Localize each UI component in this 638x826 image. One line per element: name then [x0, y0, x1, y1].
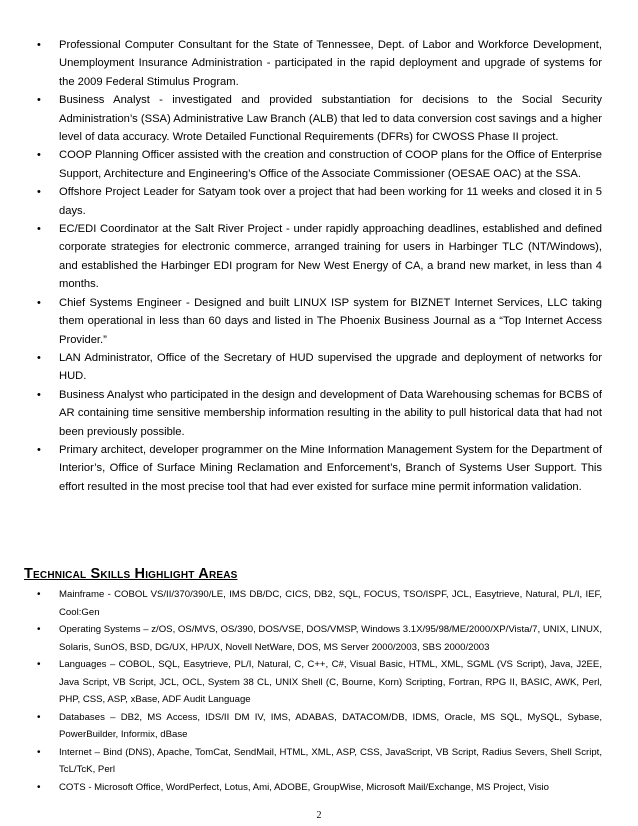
experience-text: COOP Planning Officer assisted with the creation and construction of COOP plans for the Office of Enterprise Support, Architecture and Engineering’s Office of the Associate Commissioner (OESAE OAC) at the SSA.	[59, 149, 602, 180]
experience-item	[37, 36, 602, 91]
skill-text: Operating Systems – z/OS, OS/MVS, OS/390, DOS/VSE, DOS/VMSP, Windows 3.1X/95/98/ME/2000/XP/Vista/7, UNIX, LINUX, Solaris, SunOS, BSD, DG/UX, HP/UX, Novell NetWare, DOS, MS Server 2000/2003, SBS 2000/2003	[59, 624, 602, 653]
experience-item	[37, 183, 602, 220]
page-number: 2	[316, 810, 322, 821]
bullet-icon: •	[37, 659, 41, 670]
experience-text: Offshore Project Leader for Satyam took over a project that had been working for 11 weeks and closed it in 5 days.	[59, 186, 602, 217]
skill-text: COTS - Microsoft Office, WordPerfect, Lotus, Ami, ADOBE, GroupWise, Microsoft Mail/Exchange, MS Project, Visio	[59, 781, 549, 793]
skill-item-operating-systems	[37, 621, 602, 656]
bullet-icon: •	[37, 223, 41, 236]
bullet-icon: •	[37, 296, 41, 309]
bullet-icon: •	[37, 39, 41, 51]
experience-item	[37, 220, 602, 294]
experience-text: EC/EDI Coordinator at the Salt River Project - under rapidly approaching deadlines, established and defined corporate strategies for electronic commerce, arranged training for users in Harbinger TLC (NT/Windows), and established the Harbinger EDI program for New West Energy of CA, a brand new market, in less than 4 months.	[59, 223, 602, 291]
bullet-icon: •	[37, 589, 41, 600]
bullet-icon: •	[37, 186, 41, 199]
experience-list	[37, 36, 602, 496]
experience-text: LAN Administrator, Office of the Secretary of HUD supervised the upgrade and deployment of networks for HUD.	[59, 351, 602, 383]
skill-item-mainframe	[37, 586, 602, 621]
bullet-icon: •	[37, 351, 41, 364]
skill-text: Internet – Bind (DNS), Apache, TomCat, SendMail, HTML, XML, ASP, CSS, JavaScript, VB Script, Radius Severs, Shell Script, TcL/TcK, Perl	[59, 746, 602, 775]
experience-text: Business Analyst - investigated and provided substantiation for decisions to the Social Security Administration’s (SSA) Administrative Law Branch (ALB) that led to data conversion cost savings and a higher level of data accuracy. Wrote Detailed Functional Requirements (DFRs) for CWOSS Phase II project.	[59, 94, 602, 144]
experience-text: Primary architect, developer programmer on the Mine Information Management System for the Department of Interior’s, Office of Surface Mining Reclamation and Enforcement’s, Branch of Systems User Support. This effort resulted in the most precise tool that had ever existed for surface mine permit information validation.	[59, 443, 602, 493]
bullet-icon: •	[37, 711, 41, 723]
bullet-icon: •	[37, 149, 41, 162]
bullet-icon: •	[37, 781, 41, 793]
experience-item	[37, 91, 602, 146]
experience-item	[37, 441, 602, 496]
bullet-icon: •	[37, 94, 41, 107]
skill-item-databases	[37, 709, 602, 744]
skill-text: Databases – DB2, MS Access, IDS/II DM IV, IMS, ADABAS, DATACOM/DB, IDMS, Oracle, MS SQL, MySQL, Sybase, PowerBuilder, Informix, dBase	[59, 711, 602, 740]
experience-text: Professional Computer Consultant for the State of Tennessee, Dept. of Labor and Workforce Development, Unemployment Insurance Administration - participated in the rapid deployment and upgrade of systems for the 2009 Federal Stimulus Program.	[59, 39, 602, 88]
skills-list	[37, 586, 602, 796]
experience-text: Chief Systems Engineer - Designed and built LINUX ISP system for BIZNET Internet Services, LLC taking them operational in less than 60 days and listed in The Phoenix Business Journal as a “Top Internet Access Provider.”	[59, 296, 602, 346]
bullet-icon: •	[37, 624, 41, 635]
skill-item-cots	[37, 779, 602, 797]
experience-item	[37, 386, 602, 441]
skill-text: Mainframe - COBOL VS/II/370/390/LE, IMS DB/DC, CICS, DB2, SQL, FOCUS, TSO/ISPF, JCL, Easytrieve, Natural, PL/I, IEF, Cool:Gen	[59, 589, 602, 618]
experience-item	[37, 146, 602, 183]
bullet-icon: •	[37, 388, 41, 401]
section-title-technical-skills: Technical Skills Highlight Areas	[24, 566, 238, 582]
skill-item-languages	[37, 656, 602, 709]
experience-text: Business Analyst who participated in the design and development of Data Warehousing schemas for BCBS of AR containing time sensitive membership information resulting in the ability to pull historical data that had not been previously possible.	[59, 388, 602, 438]
skill-text: Languages – COBOL, SQL, Easytrieve, PL/I, Natural, C, C++, C#, Visual Basic, HTML, XML, SGML (VS Script), Java, J2EE, Java Script, VB Script, JCL, OCL, System 38 CL, UNIX Shell (C, Bourne, Korn) Scripting, Fortran, RPG II, BASIC, AWK, Perl, PHP, CSS, ASP, xBase, ADF Audit Language	[59, 659, 602, 705]
bullet-icon: •	[37, 443, 41, 456]
experience-item	[37, 294, 602, 349]
skill-item-internet	[37, 744, 602, 779]
experience-item	[37, 349, 602, 386]
bullet-icon: •	[37, 746, 41, 758]
